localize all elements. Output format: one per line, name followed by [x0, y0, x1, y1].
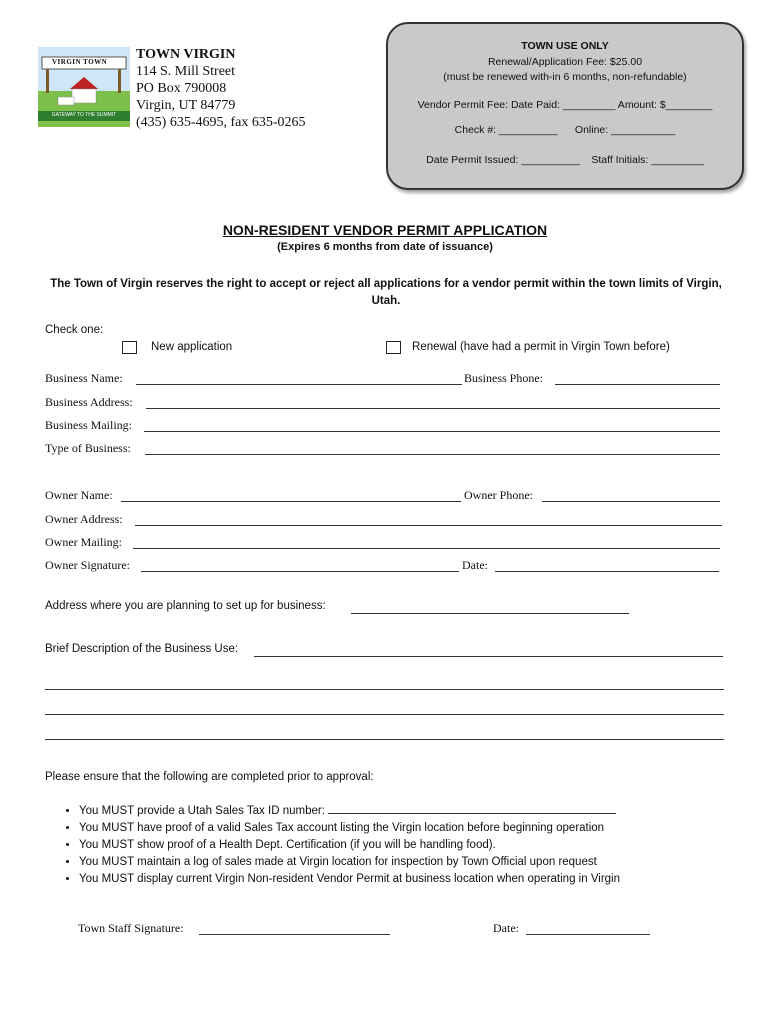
ensure-heading: Please ensure that the following are completed prior to approval: [45, 771, 374, 783]
fee-note: (must be renewed with-in 6 months, non-refundable) [443, 71, 687, 83]
owner-phone-label: Owner Phone: [464, 488, 533, 502]
form-title: NON-RESIDENT VENDOR PERMIT APPLICATION [222, 222, 548, 238]
town-use-only-box [386, 22, 744, 190]
business-phone-label: Business Phone: [464, 371, 544, 385]
type-of-business-label: Type of Business: [45, 441, 131, 455]
town-phone: (435) 635-4695, fax 635-0265 [136, 115, 306, 130]
owner-name-label: Owner Name: [45, 488, 113, 502]
owner-mailing-input[interactable] [133, 548, 720, 549]
owner-date-input[interactable] [495, 571, 719, 572]
logo-sign-text: VIRGIN TOWN [52, 58, 108, 66]
business-name-label: Business Name: [45, 371, 123, 385]
requirement-item: • You MUST show proof of a Health Dept. Certification (if you will be handling food). [79, 837, 745, 854]
owner-address-label: Owner Address: [45, 512, 123, 526]
brief-description-input-1[interactable] [254, 656, 723, 657]
sales-tax-id-input[interactable] [328, 803, 616, 814]
form-subtitle: (Expires 6 months from date of issuance) [277, 241, 493, 253]
brief-description-input-3[interactable] [45, 714, 724, 715]
owner-address-input[interactable] [135, 525, 722, 526]
requirement-item [79, 803, 745, 820]
requirements-list [45, 803, 745, 888]
business-address-input[interactable] [146, 408, 720, 409]
setup-address-input[interactable] [351, 613, 629, 614]
vendor-fee-line: Vendor Permit Fee: Date Paid: _________ Amount: $________ [417, 99, 713, 111]
owner-phone-input[interactable] [542, 501, 720, 502]
check-one-label: Check one: [45, 324, 104, 336]
business-mailing-label: Business Mailing: [45, 418, 133, 432]
renewal-label: Renewal (have had a permit in Virgin Town before) [412, 341, 670, 353]
setup-address-label: Address where you are planning to set up for business: [45, 600, 326, 612]
requirement-sales-tax-id: You MUST provide a Utah Sales Tax ID number: [79, 805, 329, 817]
new-application-checkbox[interactable] [122, 341, 137, 354]
business-phone-input[interactable] [555, 384, 720, 385]
town-po-box: PO Box 790008 [136, 81, 227, 96]
new-application-label: New application [151, 341, 233, 353]
business-name-input[interactable] [136, 384, 462, 385]
town-name: TOWN VIRGIN [136, 47, 236, 62]
town-logo [38, 47, 130, 127]
renewal-checkbox[interactable] [386, 341, 401, 354]
logo-banner-text: GATEWAY TO THE SUMMIT [51, 112, 117, 118]
staff-date-input[interactable] [526, 934, 650, 935]
requirement-item: • You MUST maintain a log of sales made at Virgin location for inspection by Town Official upon request [79, 854, 745, 871]
staff-date-label: Date: [493, 921, 519, 935]
town-use-heading: TOWN USE ONLY [521, 40, 609, 52]
issued-line: Date Permit Issued: __________ Staff Initials: _________ [426, 154, 704, 166]
owner-signature-input[interactable] [141, 571, 459, 572]
owner-date-label: Date: [462, 558, 488, 572]
owner-mailing-label: Owner Mailing: [45, 535, 122, 549]
staff-signature-input[interactable] [199, 934, 390, 935]
town-city: Virgin, UT 84779 [136, 98, 236, 113]
business-mailing-input[interactable] [144, 431, 720, 432]
owner-name-input[interactable] [121, 501, 461, 502]
town-address-block [136, 46, 306, 131]
staff-signature-label: Town Staff Signature: [78, 921, 184, 935]
check-line: Check #: __________ Online: ___________ [454, 124, 676, 136]
town-street: 114 S. Mill Street [136, 64, 236, 79]
type-of-business-input[interactable] [145, 454, 720, 455]
brief-description-input-2[interactable] [45, 689, 724, 690]
form-notice: The Town of Virgin reserves the right to accept or reject all applications for a vendor permit within the town limits of Virgin, Utah. [50, 278, 722, 307]
brief-description-input-4[interactable] [45, 739, 724, 740]
owner-signature-label: Owner Signature: [45, 558, 130, 572]
requirement-item: • You MUST display current Virgin Non-resident Vendor Permit at business location when operating in Virgin [79, 871, 745, 888]
fee-line: Renewal/Application Fee: $25.00 [487, 56, 643, 68]
requirement-item: • You MUST have proof of a valid Sales Tax account listing the Virgin location before beginning operation [79, 820, 745, 837]
business-address-label: Business Address: [45, 395, 133, 409]
brief-description-label: Brief Description of the Business Use: [45, 643, 239, 655]
